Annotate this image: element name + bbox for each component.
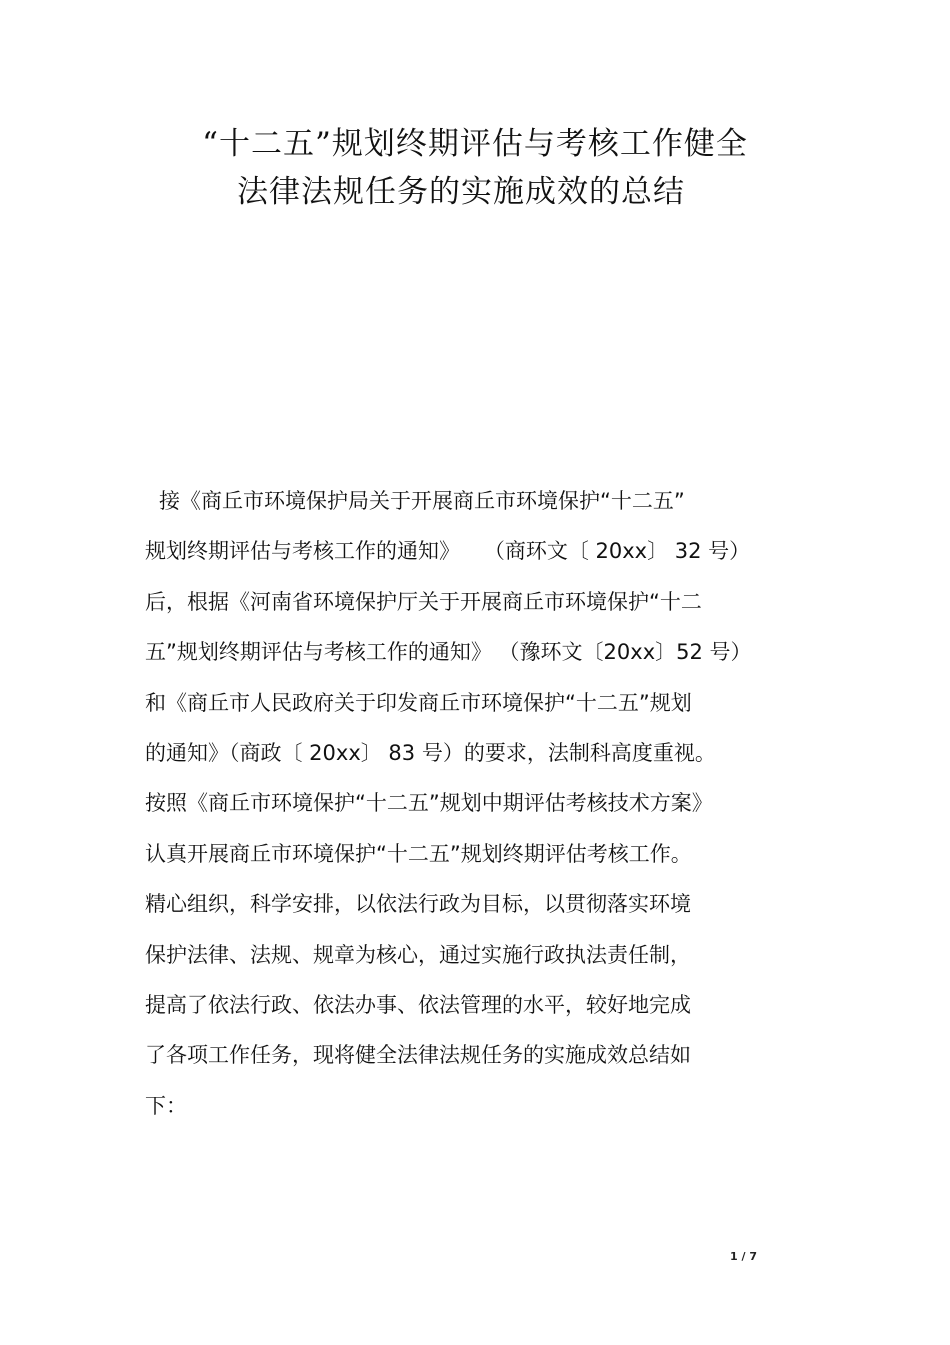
- body-line: 了各项工作任务，现将健全法律法规任务的实施成效总结如: [145, 1043, 691, 1068]
- title-line: 法律法规任务的实施成效的总结: [237, 174, 685, 210]
- body-line: 提高了依法行政、依法办事、依法管理的水平，较好地完成: [145, 992, 691, 1017]
- body-paragraph: [145, 476, 825, 1131]
- body-line: 和《商丘市人民政府关于印发商丘市环境保护“十二五”规划: [145, 690, 692, 715]
- body-line: 下：: [145, 1093, 187, 1118]
- body-line: 的通知》（商政〔 20xx〕 83 号）的要求，法制科高度重视。: [145, 740, 716, 765]
- title-line: “十二五”规划终期评估与考核工作健全: [202, 126, 748, 162]
- body-line: 接《商丘市环境保护局关于开展商丘市环境保护“十二五”: [159, 489, 685, 513]
- body-line: 精心组织，科学安排，以依法行政为目标，以贯彻落实环境: [145, 892, 691, 917]
- body-line: 按照《商丘市环境保护“十二五”规划中期评估考核技术方案》: [145, 791, 713, 816]
- body-line: 保护法律、法规、规章为核心，通过实施行政执法责任制，: [145, 942, 691, 967]
- page-number: 1 / 7: [730, 1250, 757, 1263]
- body-line: 五”规划终期评估与考核工作的通知》 （豫环文〔20xx〕52 号）: [145, 640, 752, 665]
- body-line: 认真开展商丘市环境保护“十二五”规划终期评估考核工作。: [145, 841, 692, 866]
- body-line: 规划终期评估与考核工作的通知》 （商环文〔 20xx〕 32 号）: [145, 539, 751, 564]
- document-title: [0, 120, 950, 216]
- body-line: 后，根据《河南省环境保护厅关于开展商丘市环境保护“十二: [145, 589, 702, 614]
